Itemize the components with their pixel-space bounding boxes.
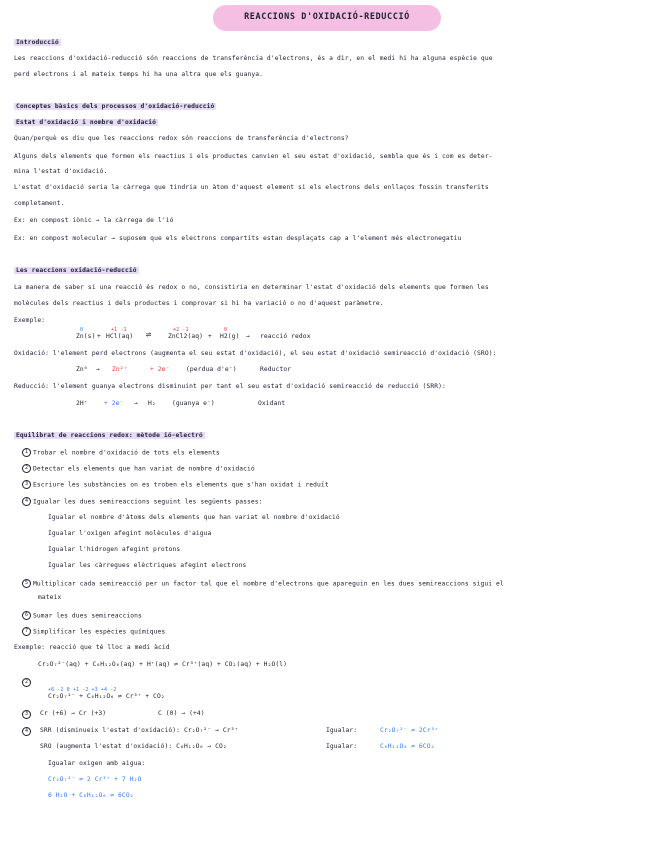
reactions-example-label: Exemple: (14, 317, 46, 324)
step-2: 2 Detectar els elements que han variat de nombre d'oxidació (22, 464, 255, 474)
concepts-line-7: Ex: en compost molecular → suposem que els electrons compartits estan desplaçats cap a l'element més electronegatiu (14, 235, 462, 242)
red-eq-b: + 2e⁻ (104, 400, 124, 407)
eq-zn: Zn(s) (76, 333, 96, 340)
arrow: → (246, 333, 250, 340)
ox-eq-b: Zn²⁺ (112, 366, 128, 373)
substep-4: Igualar les càrregues elèctriques afegint electrons (48, 562, 247, 569)
equilibrium-arrow: ⇌ (146, 330, 152, 340)
step-5: 5 Multiplicar cada semireacció per un factor tal que el nombre d'electrons que apareguin en les dues semireaccions sigui el (22, 579, 504, 589)
substep-1: Igualar el nombre d'àtoms dels elements que han variat el nombre d'oxidació (48, 514, 340, 521)
substep-2: Igualar l'oxigen afegint molècules d'aigua (48, 530, 212, 537)
reactions-line-1: La manera de saber si una reacció és redox o no, consistiria en determinar l'estat d'oxidació dels elements que formen les (14, 284, 489, 291)
ox-eq-a: Zn⁰ (76, 366, 88, 373)
intro-line-2: perd electrons i al mateix temps hi ha una altra que els guanya. (14, 71, 264, 78)
eq3a: Cr (+6) → Cr (+3) (40, 710, 107, 717)
concepts-line-4: L'estat d'oxidació seria la càrrega que tindria un àtom d'aquest element si els electrons dels enllaços fossin transferits (14, 184, 489, 191)
intro-line-1: Les reaccions d'oxidació-reducció són reaccions de transferència d'electrons, és a dir, en el medi hi ha alguna espècie que (14, 55, 493, 62)
arrow: → (134, 400, 138, 407)
reactions-line-2: molècules dels reactius i dels productes i comprovar si hi ha variació o no d'aquest paràmetre. (14, 300, 384, 307)
step-3: 3 Escriure les substàncies on es troben els elements que s'han oxidat i reduït (22, 480, 329, 490)
concepts-line-1: Quan/perquè es diu que les reaccions redox són reaccions de transferència d'electrons? (14, 135, 349, 142)
eq-note: reacció redox (260, 333, 311, 340)
srr-label: SRR (disminueix l'estat d'oxidació): Cr₂O₇²⁻ → Cr³⁺ (40, 727, 239, 734)
step-4: 4 Igualar les dues semireaccions seguint les següents passes: (22, 497, 263, 507)
sro-label: SRO (augmenta l'estat d'oxidació): C₆H₁₂O₆ → CO₂ (40, 743, 227, 750)
reduction-line: Reducció: l'element guanya electrons disminuint per tant el seu estat d'oxidació semireacció de reducció (SRR): (14, 383, 446, 390)
eq-hcl: HCl(aq) (106, 333, 134, 340)
step-7: 7 Simplificar les espècies químiques (22, 627, 165, 637)
eq2-marker: 2 (22, 678, 33, 688)
ox-eq-role: Reductor (260, 366, 292, 373)
step-6: 6 Sumar les dues semireaccions (22, 611, 142, 621)
red-eq-a: 2H⁺ (76, 400, 88, 407)
section-heading-intro: Introducció (16, 39, 59, 46)
red-eq-c: H₂ (148, 400, 156, 407)
section-heading-adjust: Equilibrat de reaccions redox: mètode ió-electró (16, 432, 203, 439)
adjust-example-label: Exemple: reacció que té lloc a medi àcid (14, 644, 170, 651)
eq4-marker: 4 (22, 727, 33, 737)
ox-number-h2: 0 (224, 327, 228, 333)
section-heading-concepts: Conceptes bàsics dels processos d'oxidació-reducció (16, 103, 215, 110)
substep-3: Igualar l'hidrogen afegint protons (48, 546, 181, 553)
eq3b: C (0) → (+4) (158, 710, 205, 717)
step-5-cont: mateix (38, 594, 62, 601)
ox-eq-c: + 2e⁻ (150, 366, 170, 373)
plus-sign: + (208, 333, 212, 340)
ox-number-hcl: +1 -1 (111, 327, 127, 333)
eq-zncl2: ZnCl2(aq) (168, 333, 204, 340)
oxidation-line: Oxidació: l'element perd electrons (augmenta el seu estat d'oxidació), el seu estat d'oxidació semireacció d'oxidació (SRO): (14, 350, 497, 357)
sro-igualar-eq: C₆H₁₂O₆ ⇌ 6CO₂ (380, 743, 435, 750)
concepts-line-2: Alguns dels elements que formen els reactius i els productes canvien el seu estat d'oxidació, sembla que és i com es deter- (14, 153, 493, 160)
section-heading-reactions: Les reaccions oxidació-reducció (16, 267, 137, 274)
page-title: REACCIONS D'OXIDACIÓ-REDUCCIÓ (244, 12, 410, 22)
srr-igualar-eq: Cr₂O₇²⁻ ⇌ 2Cr³⁺ (380, 727, 439, 734)
ox-number-zn: 0 (80, 327, 84, 333)
step-1: 1 Trobar el nombre d'oxidació de tots els elements (22, 448, 220, 458)
adjust-example-eq: Cr₂O₇²⁻(aq) + C₆H₁₂O₆(aq) + H⁺(aq) ⇌ Cr³⁺(aq) + CO₂(aq) + H₂O(l) (38, 661, 288, 668)
oxygen-eq-1: Cr₂O₇²⁻ ⇌ 2 Cr³⁺ + 7 H₂O (48, 776, 142, 783)
plus-sign: + (97, 333, 101, 340)
oxygen-eq-2: 6 H₂O + C₆H₁₂O₆ ⇌ 6CO₂ (48, 792, 134, 799)
red-eq-d: (guanya e⁻) (172, 400, 215, 407)
ox-eq-d: (perdua d'e⁻) (186, 366, 237, 373)
ox-number-zncl2: +2 -1 (173, 327, 189, 333)
eq2-ox-numbers: +6 -2 0 +1 -2 +3 +4 -2 (48, 687, 117, 693)
srr-igualar: Igualar: (326, 727, 358, 734)
concepts-line-5: completament. (14, 200, 65, 207)
arrow: → (96, 366, 100, 373)
sro-igualar: Igualar: (326, 743, 358, 750)
eq2: Cr₂O₇²⁻ + C₆H₁₂O₆ ⇌ Cr³⁺ + CO₂ (48, 693, 165, 700)
red-eq-role: Oxidant (258, 400, 286, 407)
concepts-line-6: Ex: en compost iònic → la càrrega de l'ió (14, 217, 174, 224)
concepts-line-3: mina l'estat d'oxidació. (14, 168, 108, 175)
concepts-subheading: Estat d'oxidació i nombre d'oxidació (16, 119, 157, 126)
oxygen-label: Igualar oxigen amb aigua: (48, 760, 146, 767)
eq-h2: H2(g) (220, 333, 240, 340)
eq3-marker: 3 (22, 710, 33, 720)
